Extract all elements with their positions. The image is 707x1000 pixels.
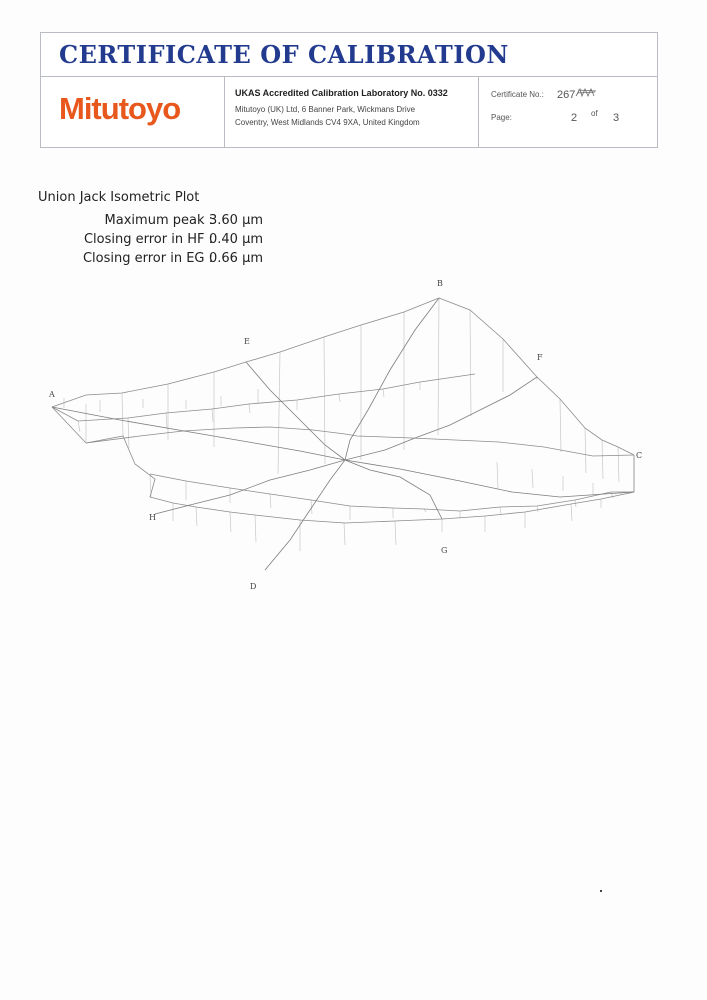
address-line-1: Mitutoyo (UK) Ltd, 6 Banner Park, Wickmans Drive bbox=[235, 105, 416, 114]
stat-value: 0.40 µm bbox=[209, 232, 264, 247]
mitutoyo-logo: Mitutoyo bbox=[59, 91, 181, 126]
point-label-e: E bbox=[244, 337, 250, 346]
certificate-title: CERTIFICATE OF CALIBRATION bbox=[59, 40, 509, 69]
page-label: Page: bbox=[491, 113, 512, 122]
page-speck bbox=[600, 890, 602, 892]
point-label-b: B bbox=[437, 279, 443, 288]
stat-value: 3.60 µm bbox=[209, 213, 264, 228]
stat-label: Closing error in EG : bbox=[82, 251, 213, 266]
plot-frame bbox=[52, 298, 634, 523]
point-label-f: F bbox=[537, 353, 543, 362]
certificate-number-value: 267 bbox=[557, 87, 597, 101]
page-total: 3 bbox=[613, 112, 620, 124]
stat-label: Maximum peak : bbox=[104, 213, 213, 228]
point-label-h: H bbox=[149, 513, 156, 522]
stat-label: Closing error in HF : bbox=[83, 232, 213, 247]
point-label-a: A bbox=[49, 390, 55, 399]
address-line-2: Coventry, West Midlands CV4 9XA, United Kingdom bbox=[235, 118, 420, 127]
plot-title: Union Jack Isometric Plot bbox=[38, 190, 200, 205]
stat-value: 0.66 µm bbox=[209, 251, 264, 266]
point-label-c: C bbox=[636, 451, 643, 460]
point-label-g: G bbox=[441, 546, 448, 555]
page-current: 2 bbox=[571, 112, 578, 124]
page-of: of bbox=[591, 109, 598, 118]
certificate-number-label: Certificate No.: bbox=[491, 90, 544, 99]
accreditation-line: UKAS Accredited Calibration Laboratory No. 0332 bbox=[235, 88, 448, 98]
point-label-d: D bbox=[250, 582, 257, 591]
